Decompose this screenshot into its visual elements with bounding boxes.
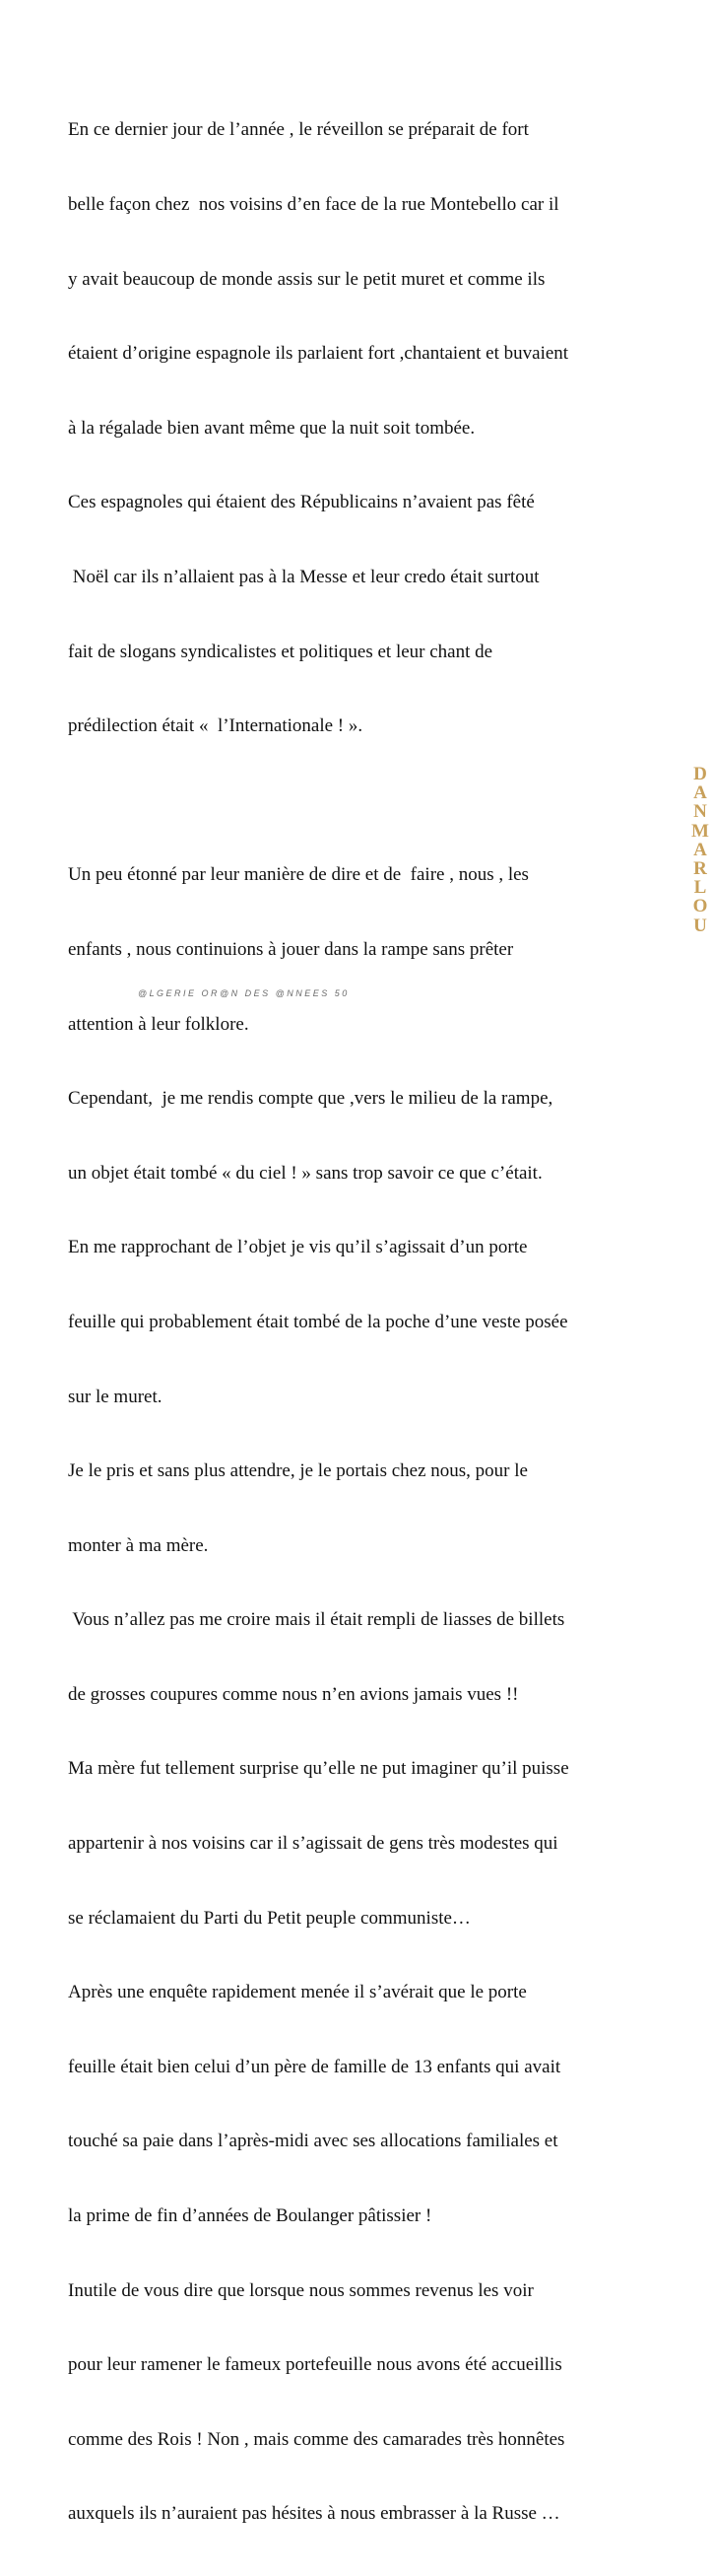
text-line: monter à ma mère. (68, 1534, 209, 1556)
side-signature-letter: A (693, 839, 707, 860)
side-signature-letter: R (693, 858, 707, 880)
text-line: Cependant, je me rendis compte que ,vers le milieu de la rampe, (68, 1088, 553, 1110)
text-line: de grosses coupures comme nous n’en avions jamais vues !! (68, 1683, 519, 1705)
text-line: Inutile de vous dire que lorsque nous sommes revenus les voir (68, 2279, 534, 2301)
side-signature-letter: O (692, 896, 708, 917)
text-line: auxquels ils n’auraient pas hésites à nous embrasser à la Russe … (68, 2503, 560, 2525)
text-line: belle façon chez nos voisins d’en face de la rue Montebello car il (68, 194, 559, 215)
text-line: feuille qui probablement était tombé de la poche d’une veste posée (68, 1311, 568, 1332)
text-line: sur le muret. (68, 1386, 162, 1407)
body-text (68, 68, 659, 2576)
side-signature-letter: D (693, 764, 707, 784)
side-signature-letter: L (693, 877, 707, 899)
text-line: feuille était bien celui d’un père de famille de 13 enfants qui avait (68, 2056, 561, 2077)
text-line: Un peu étonné par leur manière de dire et de faire , nous , les (68, 864, 529, 886)
text-line: prédilection était « l’Internationale ! ». (68, 715, 363, 737)
text-line: Je le pris et sans plus attendre, je le portais chez nous, pour le (68, 1460, 528, 1482)
text-line: Ma mère fut tellement surprise qu’elle ne put imaginer qu’il puisse (68, 1758, 569, 1780)
text-line: Après une enquête rapidement menée il s’avérait que le porte (68, 1982, 527, 2003)
text-line: En ce dernier jour de l’année , le réveillon se préparait de fort (68, 119, 529, 141)
text-line: un objet était tombé « du ciel ! » sans trop savoir ce que c’était. (68, 1162, 543, 1184)
page-footer: @ L G E R I E O R @ N D E S @ N N E E S 5 0 (138, 988, 348, 998)
text-line: à la régalade bien avant même que la nuit soit tombée. (68, 417, 476, 439)
side-signature-letter: U (693, 915, 707, 936)
text-line: touché sa paie dans l’après-midi avec ses allocations familiales et (68, 2131, 558, 2152)
side-signature-mark (689, 765, 711, 935)
text-line: Ces espagnoles qui étaient des Républicains n’avaient pas fêté (68, 492, 535, 513)
blank-line (68, 788, 659, 813)
text-line: Noël car ils n’allaient pas à la Messe et leur credo était surtout (68, 566, 540, 587)
text-line: fait de slogans syndicalistes et politiques et leur chant de (68, 641, 493, 662)
text-line: Vous n’allez pas me croire mais il était rempli de liasses de billets (68, 1609, 565, 1631)
side-signature-letter: M (691, 820, 709, 842)
text-line: y avait beaucoup de monde assis sur le petit muret et comme ils (68, 268, 546, 290)
text-line: appartenir à nos voisins car il s’agissait de gens très modestes qui (68, 1833, 558, 1855)
text-line: comme des Rois ! Non , mais comme des camarades très honnêtes (68, 2428, 565, 2450)
text-line: En me rapprochant de l’objet je vis qu’il s’agissait d’un porte (68, 1237, 528, 1258)
text-line: étaient d’origine espagnole ils parlaient fort ,chantaient et buvaient (68, 343, 569, 365)
side-signature-letter: A (693, 782, 707, 804)
side-signature-letter: N (693, 801, 707, 823)
text-line: la prime de fin d’années de Boulanger pâtissier ! (68, 2205, 432, 2227)
text-line: attention à leur folklore. (68, 1013, 249, 1035)
text-line: pour leur ramener le fameux portefeuille nous avons été accueillis (68, 2354, 562, 2376)
text-line: se réclamaient du Parti du Petit peuple communiste… (68, 1907, 471, 1929)
text-line: enfants , nous continuions à jouer dans la rampe sans prêter (68, 938, 514, 960)
